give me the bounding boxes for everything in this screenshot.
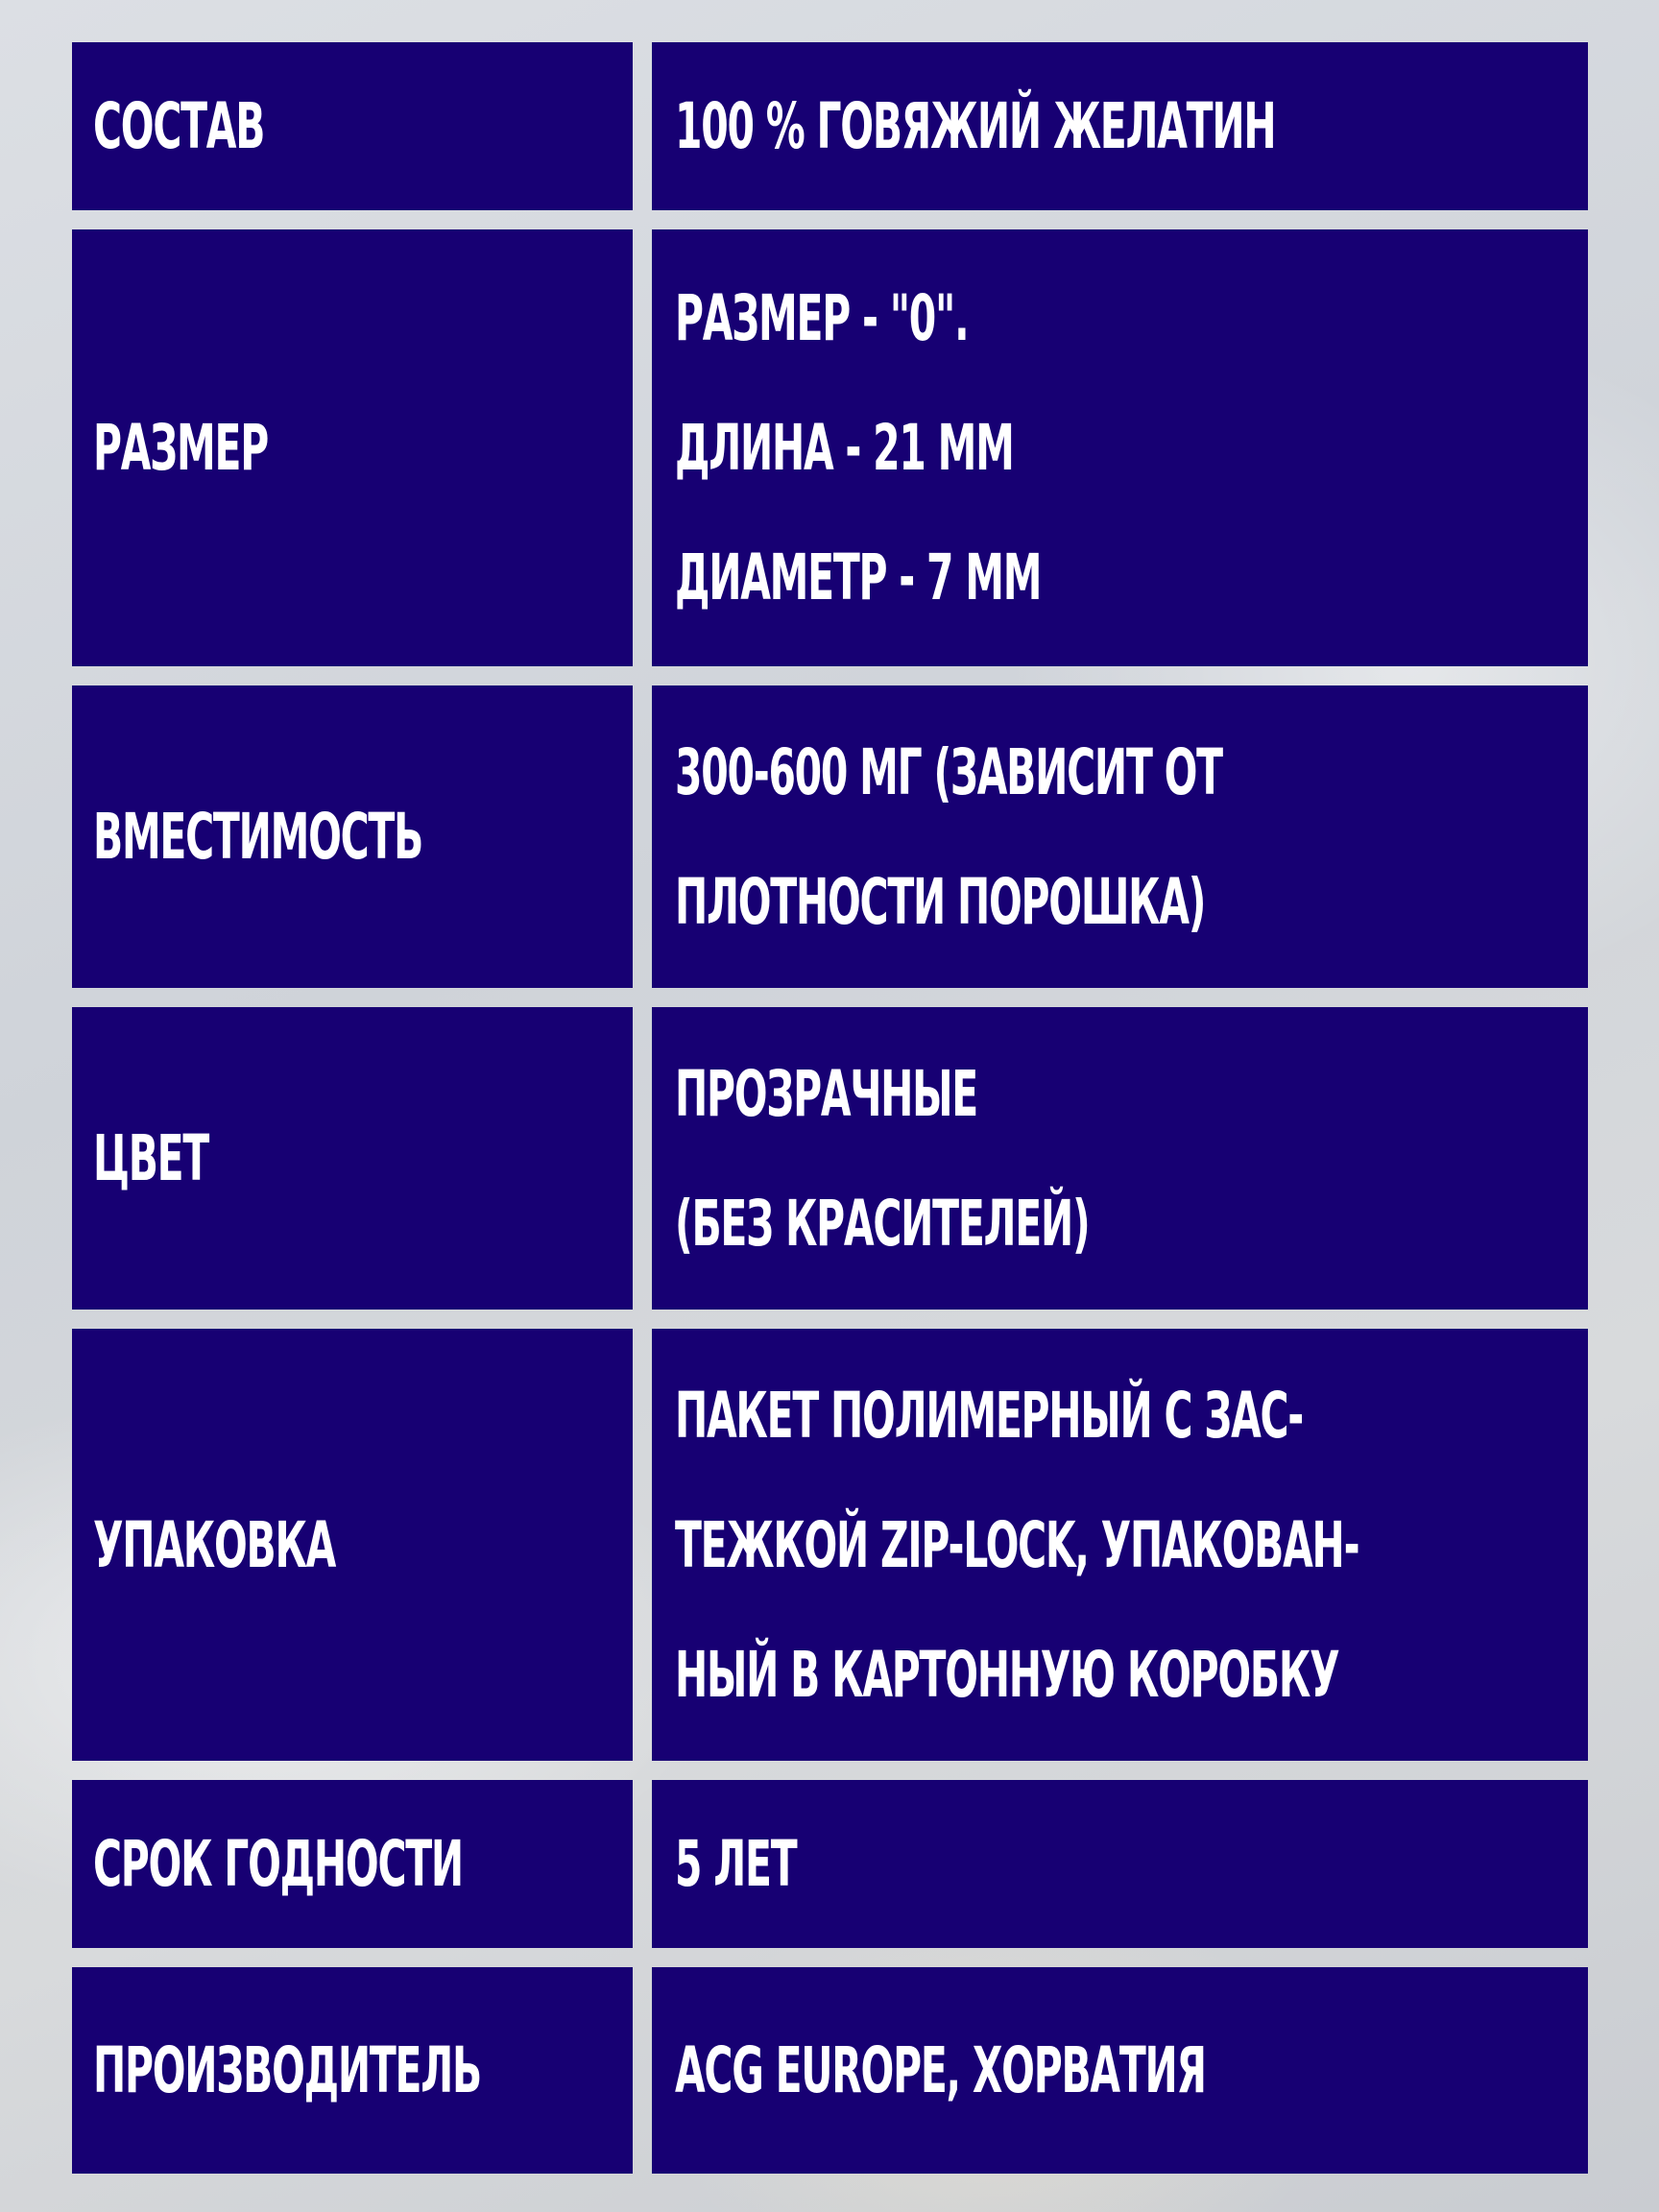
- spec-value-line: (БЕЗ КРАСИТЕЛЕЙ): [675, 1186, 1090, 1261]
- spec-table: [72, 42, 1588, 2174]
- spec-value: [652, 1780, 1588, 1948]
- spec-value-line: ДЛИНА - 21 ММ: [675, 411, 1014, 485]
- spec-value-line: 100 % ГОВЯЖИЙ ЖЕЛАТИН: [675, 89, 1276, 163]
- spec-row-composition: [72, 42, 1588, 210]
- spec-label: РАЗМЕР: [72, 229, 633, 666]
- spec-value-line: ПЛОТНОСТИ ПОРОШКА): [675, 864, 1206, 939]
- spec-row-size: [72, 229, 1588, 666]
- spec-label: ВМЕСТИМОСТЬ: [72, 685, 633, 988]
- spec-value-line: ТЕЖКОЙ ZIP-LOCK, УПАКОВАН-: [675, 1507, 1359, 1582]
- spec-row-manufacturer: [72, 1967, 1588, 2174]
- spec-label: УПАКОВКА: [72, 1329, 633, 1761]
- spec-value: [652, 229, 1588, 666]
- spec-value-line: ПАКЕТ ПОЛИМЕРНЫЙ С ЗАС-: [675, 1378, 1304, 1453]
- spec-row-shelf-life: [72, 1780, 1588, 1948]
- spec-label: ЦВЕТ: [72, 1007, 633, 1310]
- spec-row-color: [72, 1007, 1588, 1310]
- spec-row-capacity: [72, 685, 1588, 988]
- spec-value-line: РАЗМЕР - "0".: [675, 281, 969, 355]
- spec-value-line: 5 ЛЕТ: [675, 1827, 797, 1901]
- spec-value-line: 300-600 МГ (ЗАВИСИТ ОТ: [675, 734, 1222, 809]
- spec-value-line: НЫЙ В КАРТОННУЮ КОРОБКУ: [675, 1637, 1339, 1712]
- spec-label: ПРОИЗВОДИТЕЛЬ: [72, 1967, 633, 2174]
- spec-value-line: ПРОЗРАЧНЫЕ: [675, 1056, 978, 1131]
- spec-row-packaging: [72, 1329, 1588, 1761]
- spec-label: СРОК ГОДНОСТИ: [72, 1780, 633, 1948]
- spec-value: [652, 42, 1588, 210]
- spec-label: СОСТАВ: [72, 42, 633, 210]
- spec-value: [652, 1329, 1588, 1761]
- spec-value: [652, 1007, 1588, 1310]
- spec-value: [652, 685, 1588, 988]
- spec-value-line: ДИАМЕТР - 7 ММ: [675, 541, 1042, 614]
- spec-value: [652, 1967, 1588, 2174]
- spec-value-line: ACG EUROPE, ХОРВАТИЯ: [675, 2033, 1206, 2107]
